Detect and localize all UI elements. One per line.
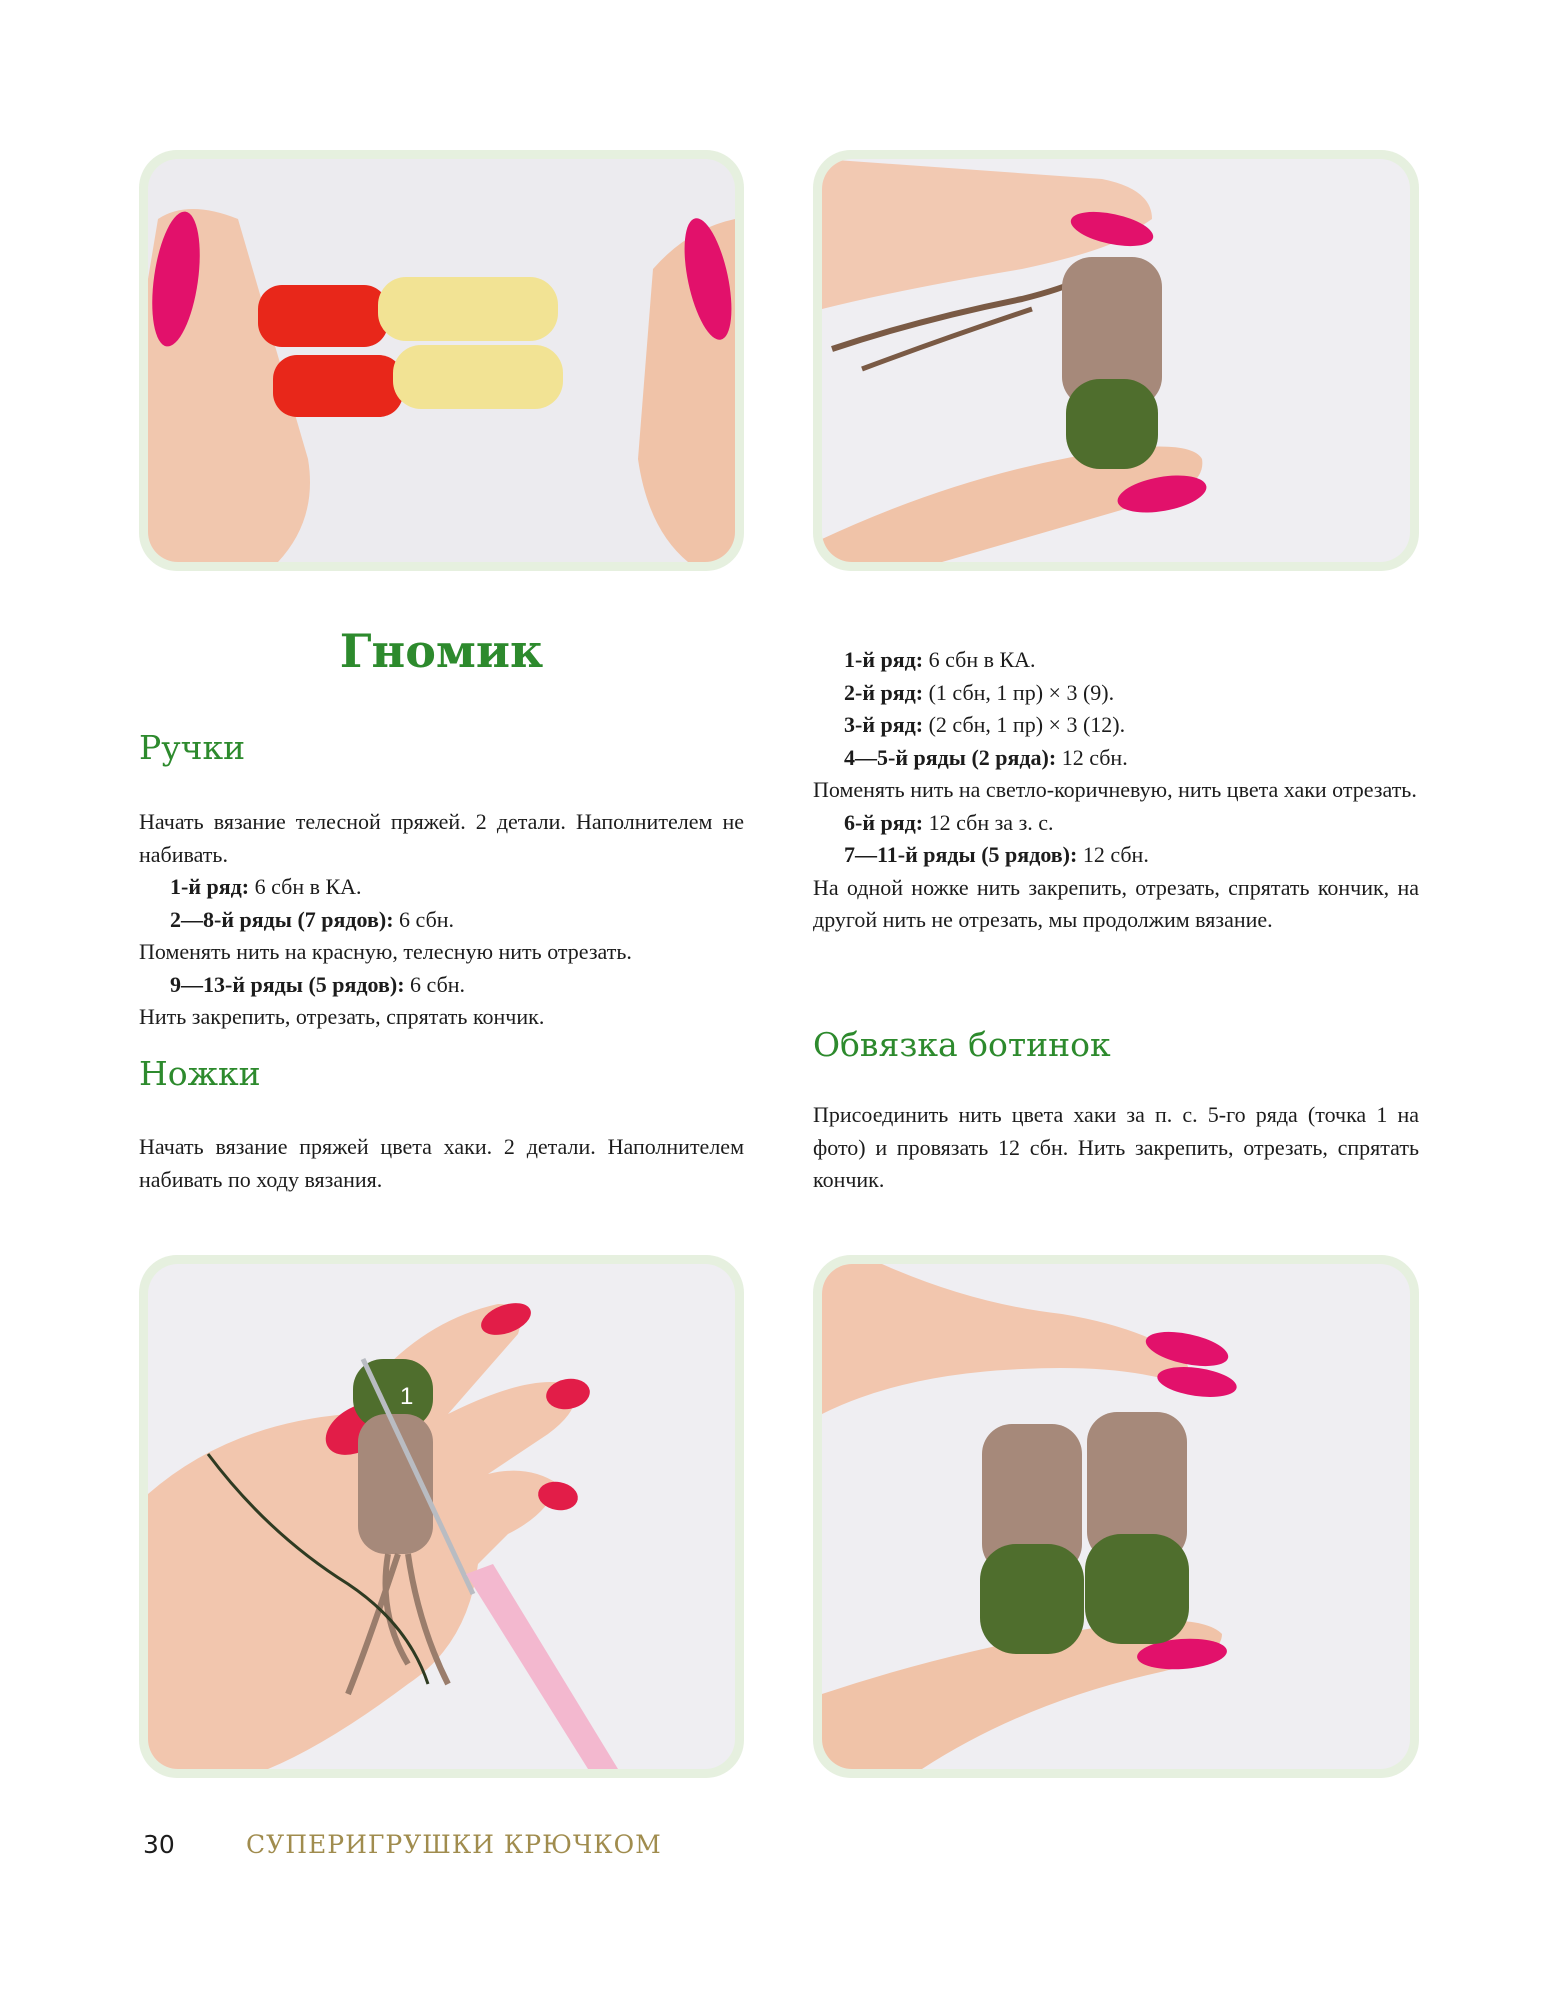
photo-hands-pieces-image: [148, 159, 735, 562]
section-heading-boots: Обвязка ботинок: [813, 1025, 1111, 1064]
legs-instructions: [139, 1131, 744, 1196]
photo-hands-pieces: [139, 150, 744, 571]
legs-row-6: 7—11-й ряды (5 рядов): 12 сбн.: [844, 842, 1149, 867]
hands-row-3: 9—13-й ряды (5 рядов): 6 сбн.: [170, 971, 466, 997]
hands-row-1: 1-й ряд: 6 сбн в КА.: [170, 874, 362, 899]
boots-instructions: [813, 1099, 1419, 1197]
legs-row-4: 4—5-й ряды (2 ряда): 12 сбн.: [844, 744, 1128, 770]
boots-text: Присоединить нить цвета хаки за п. с. 5-го ряда (точка 1 на фото) и провязать 12 сбн. Нить закрепить, отрезать, спрятать кончик.: [813, 1102, 1419, 1192]
legs-intro: Начать вязание пряжей цвета хаки. 2 детали. Наполнителем набивать по ходу вязания.: [139, 1134, 744, 1192]
photo-legs-finished-image: [822, 1264, 1410, 1769]
section-heading-legs: Ножки: [139, 1054, 261, 1093]
legs-note-2: На одной ножке нить закрепить, отрезать, спрятать кончик, на другой нить не отрезать, мы продолжим вязание.: [813, 874, 1419, 932]
point-marker: 1: [400, 1383, 414, 1410]
photo-legs-finished: [813, 1255, 1419, 1778]
legs-row-2: 2-й ряд: (1 сбн, 1 пр) × 3 (9).: [844, 679, 1115, 705]
section-heading-hands: Ручки: [139, 728, 246, 767]
legs-row-5: 6-й ряд: 12 сбн за з. с.: [844, 809, 1054, 835]
page-number: 30: [143, 1830, 175, 1859]
photo-boot-hook: [139, 1255, 744, 1778]
legs-row-3: 3-й ряд: (2 сбн, 1 пр) × 3 (12).: [844, 712, 1126, 737]
legs-rows-instructions: [813, 644, 1419, 937]
hands-note-1: Поменять нить на красную, телесную нить отрезать.: [139, 939, 632, 964]
hands-instructions: [139, 806, 744, 1034]
photo-leg-single-image: [822, 159, 1410, 562]
photo-leg-single: [813, 150, 1419, 571]
photo-boot-hook-image: [148, 1264, 735, 1769]
book-title: СУПЕРИГРУШКИ КРЮЧКОМ: [246, 1830, 662, 1859]
page-title: Гномик: [339, 624, 544, 678]
hands-row-2: 2—8-й ряды (7 рядов): 6 сбн.: [170, 906, 455, 932]
legs-note-1: Поменять нить на светло-коричневую, нить цвета хаки отрезать.: [813, 777, 1417, 802]
hands-intro: Начать вязание телесной пряжей. 2 детали. Наполнителем не набивать.: [139, 809, 744, 867]
hands-note-2: Нить закрепить, отрезать, спрятать кончик.: [139, 1004, 545, 1029]
legs-row-1: 1-й ряд: 6 сбн в КА.: [844, 647, 1036, 672]
